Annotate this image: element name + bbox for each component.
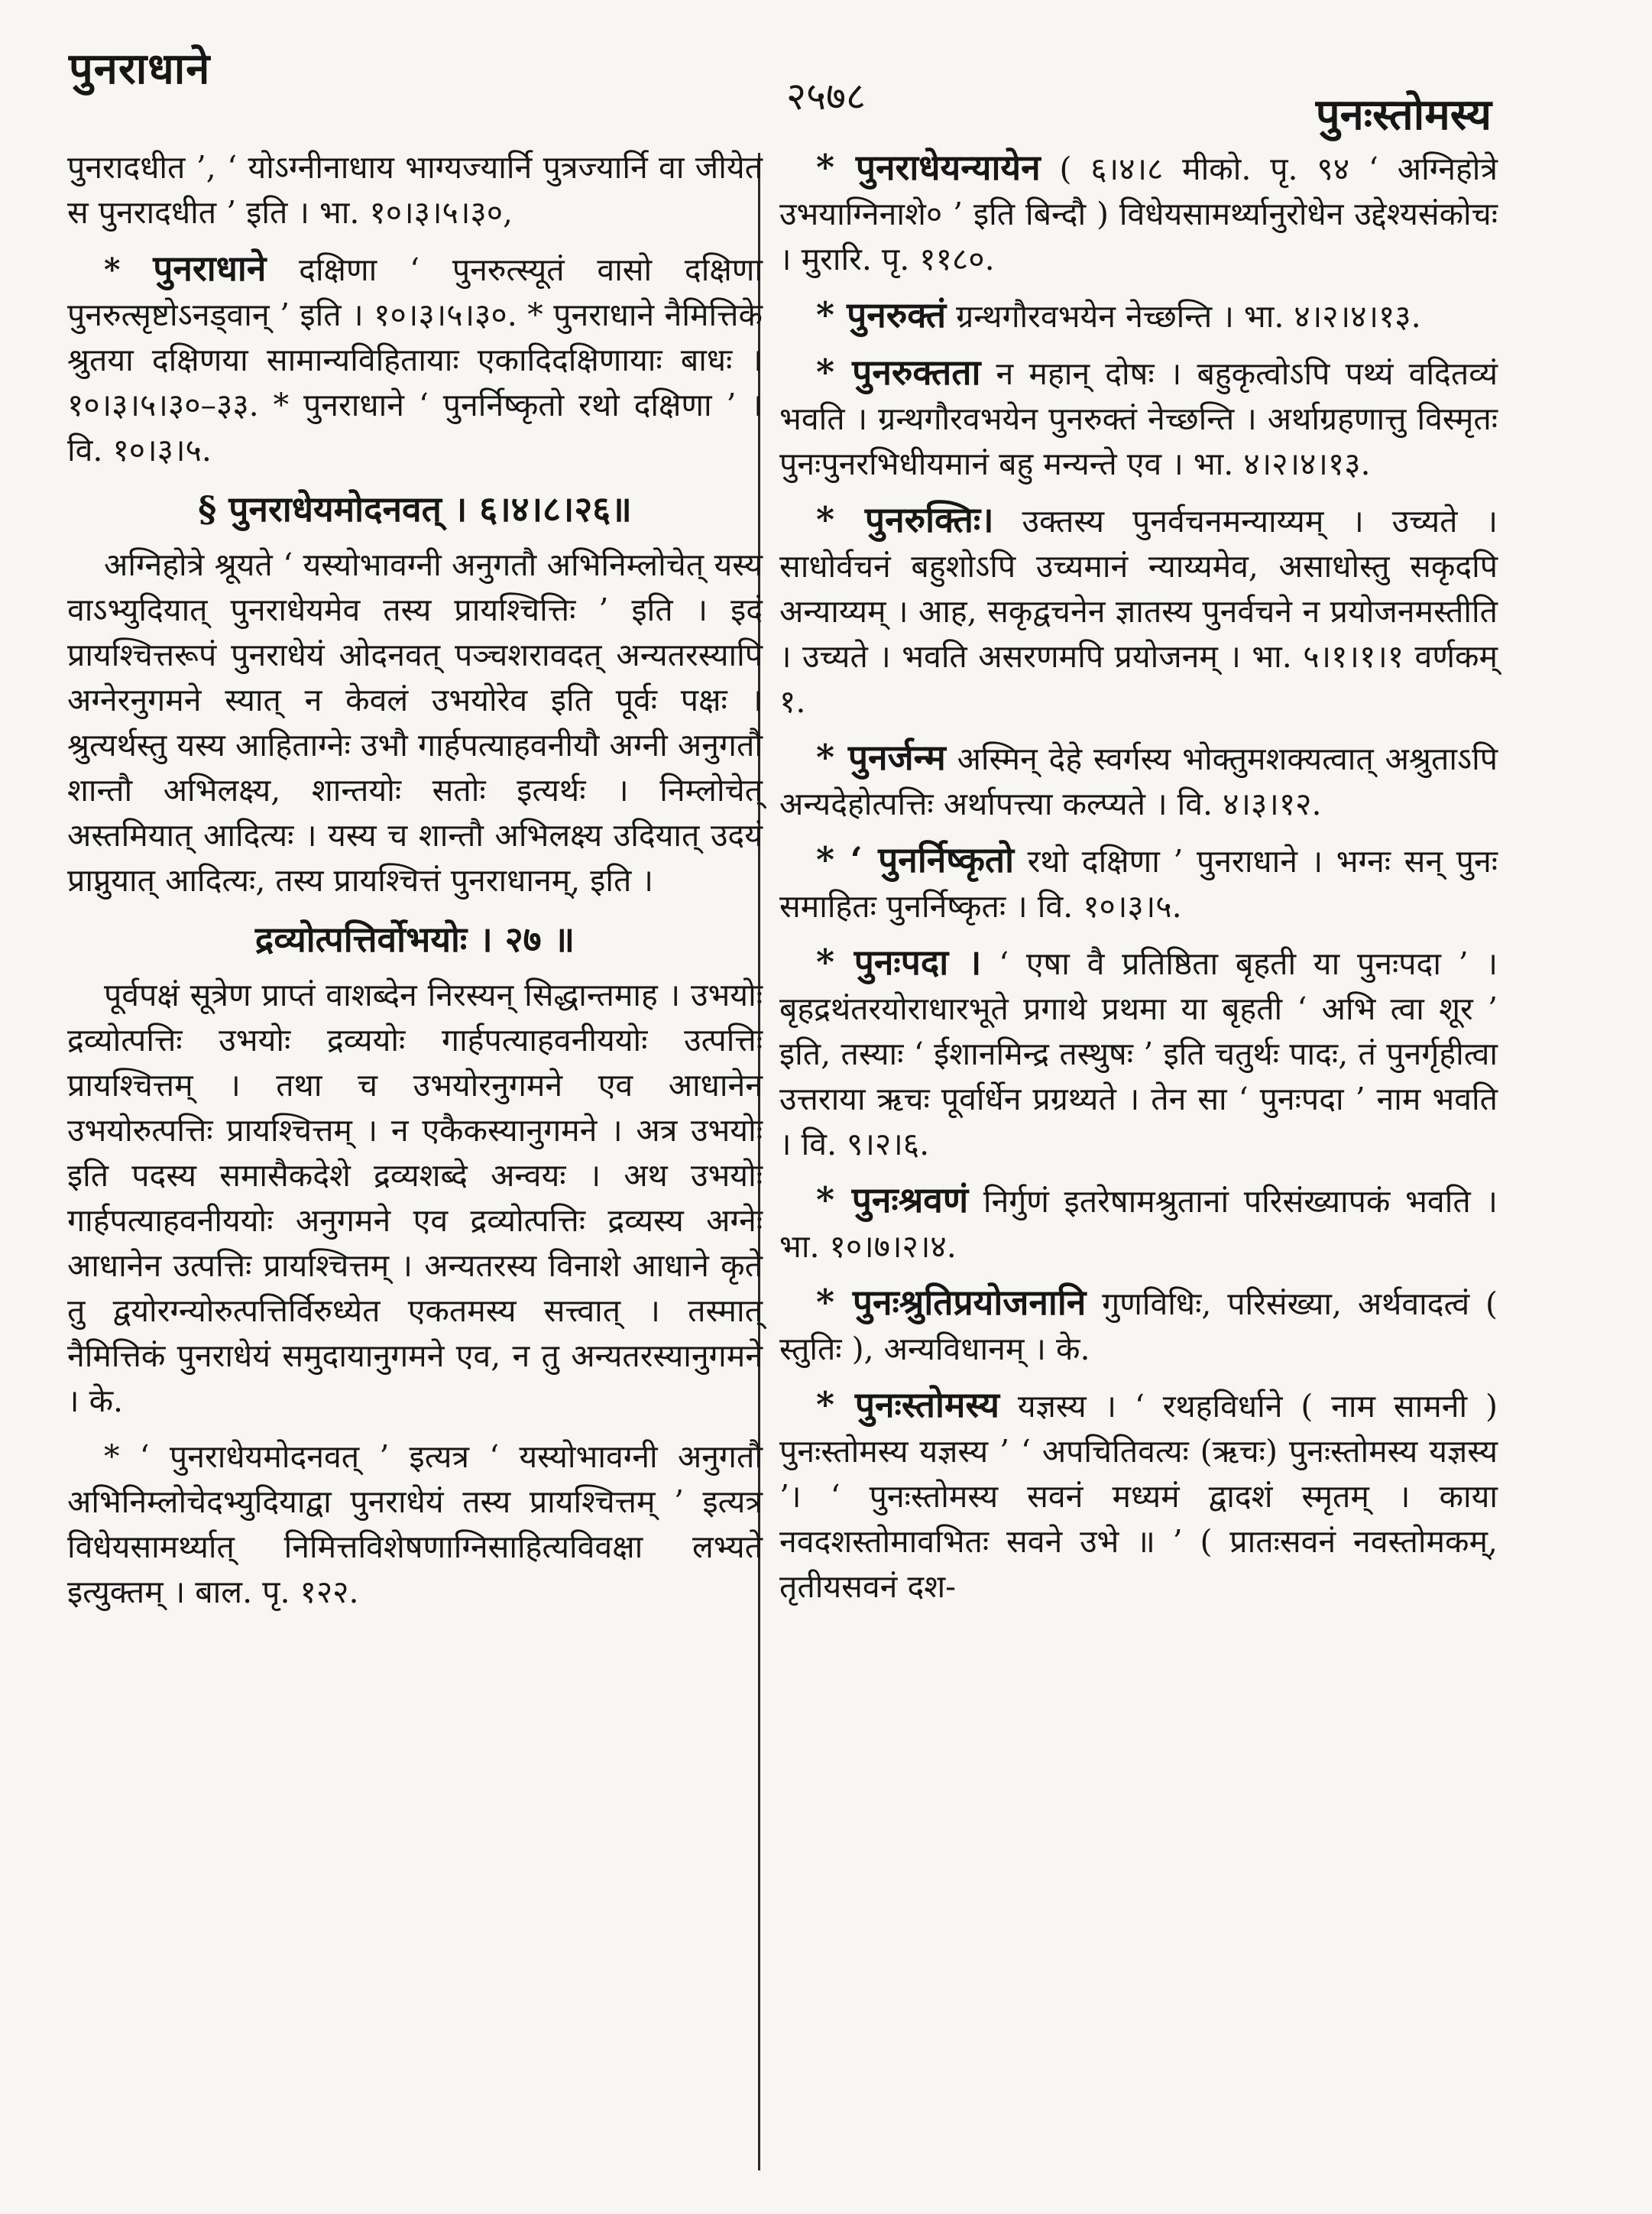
entry-punaradheyanyayena [779,145,1498,282]
left-column [67,145,763,1626]
entry-text: यज्ञस्य । ‘ रथहविर्धाने ( नाम सामनी ) पुनःस्तोमस्य यज्ञस्य ’ ‘ अपचितिवत्यः (ऋचः) पुनःस्तोमस्य यज्ञस्य ’। ‘ पुनःस्तोमस्य सवनं मध्यमं द्वादशं स्मृतम् । काया नवदशस्तोमावभितः सवने उभे ॥ ’ ( प्रातःसवनं नवस्तोमकम्, तृतीयसवनं दश- [779,1388,1498,1605]
entry-text: ( ६।४।८ मीको. पृ. ९४ ‘ अग्निहोत्रे उभयाग्निनाशे० ’ इति बिन्दौ ) विधेयसामर्थ्यानुरोधेन उद्देश्यसंकोचः । मुरारि. पृ. ११८०. [779,151,1498,277]
entry-text: दक्षिणा ‘ पुनरुत्स्यूतं वासो दक्षिणा पुनरुत्सृष्टोऽनड्वान् ’ इति । १०।३।५।३०. * पुनराधाने नैमित्तिके श्रुतया दक्षिणया सामान्यविहितायाः एकादिदक्षिणायाः बाधः । १०।३।५।३०–३३. * पुनराधाने ‘ पुनर्निष्कृतो रथो दक्षिणा ’ । वि. १०।३।५. [67,251,763,468]
entry-keyword: * पुनःपदा । [816,942,982,983]
right-column [779,145,1498,1620]
entry-text: गुणविधिः, परिसंख्या, अर्थवादत्वं ( स्तुतिः ), अन्यविधानम् । के. [779,1285,1498,1367]
entry-text: निर्गुणं इतरेषामश्रुतानां परिसंख्यापकं भवति । भा. १०।७।२।४. [779,1183,1498,1265]
entry-text: ग्रन्थगौरवभयेन नेच्छन्ति । भा. ४।२।४।१३. [956,298,1421,335]
entry-punahshravanam [779,1178,1498,1269]
entry-keyword: * पुनरुक्तं [816,294,947,336]
entry-punahshrutiprayojanani [779,1280,1498,1372]
entry-punahpada [779,940,1498,1167]
entry-text: रथो दक्षिणा ’ पुनराधाने । भग्नः सन् पुनः समाहितः पुनर्निष्कृतः । वि. १०।३।५. [779,843,1498,925]
entry-keyword: * पुनःश्रवणं [816,1179,969,1220]
entry-keyword: * पुनरुक्तता [816,352,981,393]
entry-punarnishkrito [779,838,1498,929]
entry-keyword: * पुनःश्रुतिप्रयोजनानि [816,1282,1087,1323]
left-paragraph-3: अग्निहोत्रे श्रूयते ‘ यस्योभावग्नी अनुगतौ अभिनिम्लोचेत् यस्य वाऽभ्युदियात् पुनराधेयमेव तस्य प्रायश्चित्तिः ’ इति । इदं प्रायश्चित्तरूपं पुनराधेयं ओदनवत् पञ्चशरावदत् अन्यतरस्यापि अग्नेरनुगमने स्यात् न केवलं उभयोरेव इति पूर्वः पक्षः । श्रुत्यर्थस्तु यस्य आहिताग्नेः उभौ गार्हपत्याहवनीयौ अग्नी अनुगतौ शान्तौ अभिलक्ष्य, शान्तयोः सतोः इत्यर्थः । निम्लोचेत् अस्तमियात् आदित्यः । यस्य च शान्तौ अभिलक्ष्य उदियात् उदयं प्राप्नुयात् आदित्यः, तस्य प्रायश्चित्तं पुनराधानम्, इति । [67,546,763,899]
entry-punahstomasya [779,1383,1498,1609]
entry-text: न महान् दोषः । बहुकृत्वोऽपि पथ्यं वदितव्यं भवति । ग्रन्थगौरवभयेन पुनरुक्तं नेच्छन्ति । अर्थाग्रहणात्तु विस्मृतः पुनःपुनरभिधीयमानं बहु मन्यन्ते एव । भा. ४।२।४।१३. [779,355,1498,482]
page-header [0,31,1652,140]
entry-keyword: पुनराधाने [153,248,267,289]
entry-keyword: * ‘ पुनर्निष्कृतो [816,839,1015,880]
entry-punaruktata [779,350,1498,487]
header-right-headword: पुनःस्तोमस्य [1315,89,1492,140]
entry-text: उक्तस्य पुनर्वचनमन्याय्यम् । उच्यते । साधोर्वचनं बहुशोऽपि उच्यमानं न्याय्यमेव, असाधोस्तु सकृदपि अन्याय्यम् । आह, सकृद्वचनेन ज्ञातस्य पुनर्वचने न प्रयोजनमस्तीति । उच्यते । भवति असरणमपि प्रयोजनम् । भा. ५।१।१।१ वर्णकम् १. [779,503,1498,720]
sutra-heading-dravyotpatti: द्रव्योत्पत्तिर्वोभयोः । २७ ॥ [254,919,575,960]
entry-keyword: * पुनर्जन्म [816,737,946,778]
entry-keyword: * पुनराधेयन्यायेन [816,147,1041,188]
entry-mark: * [104,251,121,288]
entry-text: अस्मिन् देहे स्वर्गस्य भोक्तुमशक्यत्वात् अश्रुताऽपि अन्यदेहोत्पत्तिः अर्थापत्त्या कल्प्यते । वि. ४।३।१२. [779,741,1498,822]
left-entry-punaradhane [67,246,763,473]
entry-punarukti [779,498,1498,724]
section-heading-punaradheyamodanavat: § पुनराधेयमोदनवत् । ६।४।८।२६॥ [198,488,632,530]
left-paragraph-5: * ‘ पुनराधेयमोदनवत् ’ इत्यत्र ‘ यस्योभावग्नी अनुगतौ अभिनिम्लोचेदभ्युदियाद्वा पुनराधेयं तस्य प्रायश्चित्तम् ’ इत्यत्र विधेयसामर्थ्यात् निमित्तविशेषणाग्निसाहित्यविवक्षा लभ्यते इत्युक्तम् । बाल. पृ. १२२. [67,1438,763,1610]
page-number: २५७८ [786,74,866,118]
entry-keyword: * पुनरुक्तिः। [816,499,994,540]
header-left-headword: पुनराधाने [69,44,211,94]
entry-keyword: * पुनःस्तोमस्य [816,1384,999,1425]
entry-punarjanma [779,735,1498,827]
left-paragraph-4: पूर्वपक्षं सूत्रेण प्राप्तं वाशब्देन निरस्यन् सिद्धान्तमाह । उभयोः द्रव्योत्पत्तिः उभयोः द्रव्ययोः गार्हपत्याहवनीययोः उत्पत्तिः प्रायश्चित्तम् । तथा च उभयोरनुगमने एव आधानेन उभयोरुत्पत्तिः प्रायश्चित्तम् । न एकैकस्यानुगमने । अत्र उभयोः इति पदस्य समासैकदेशे द्रव्यशब्दे अन्वयः । अथ उभयोः गार्हपत्याहवनीययोः अनुगमने एव द्रव्योत्पत्तिः द्रव्यस्य अग्नेः आधानेन उत्पत्तिः प्रायश्चित्तम् । अन्यतरस्य विनाशे आधाने कृते तु द्वयोरग्न्योरुत्पत्तिर्विरुध्येत एकतमस्य सत्त्वात् । तस्मात् नैमित्तिकं पुनराधेयं समुदायानुगमने एव, न तु अन्यतरस्यानुगमने । के. [67,977,763,1419]
left-paragraph-1: पुनरादधीत ’, ‘ योऽग्नीनाधाय भाग्यज्यार्नि पुत्रज्यार्नि वा जीयेत स पुनरादधीत ’ इति । भा. १०।३।५।३०, [67,149,763,231]
entry-punaruktam [779,293,1498,339]
entry-text: ‘ एषा वै प्रतिष्ठिता बृहती या पुनःपदा ’ । बृहद्रथंतरयोराधारभूते प्रगाथे प्रथमा या बृहती ‘ अभि त्वा शूर ’ इति, तस्याः ‘ ईशानमिन्द्र तस्थुषः ’ इति चतुर्थः पादः, तं पुनर्गृहीत्वा उत्तराया ऋचः पूर्वार्धेन प्रग्रथ्यते । तेन सा ‘ पुनःपदा ’ नाम भवति । वि. ९।२।६. [779,945,1498,1162]
